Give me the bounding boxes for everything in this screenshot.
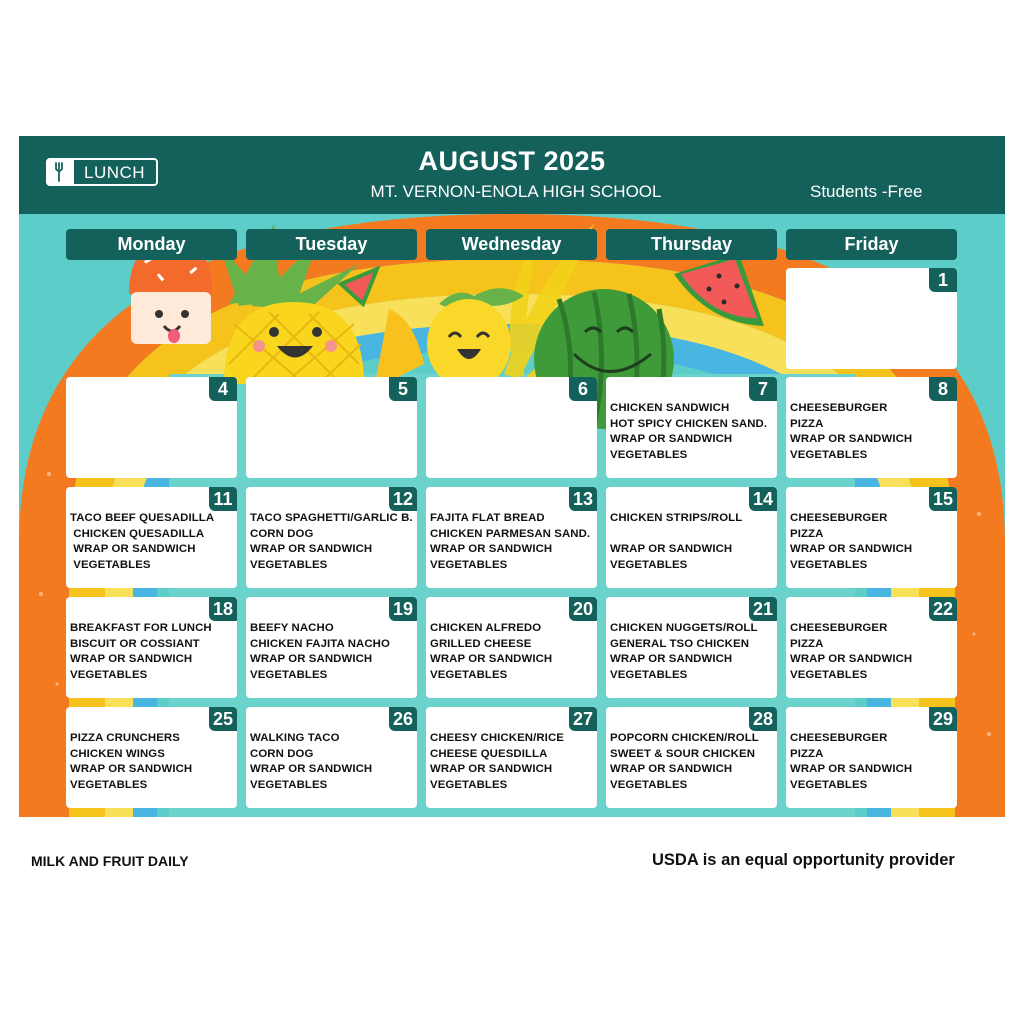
menu-item: WRAP OR SANDWICH <box>70 653 193 666</box>
date-number: 13 <box>569 487 597 511</box>
date-number: 14 <box>749 487 777 511</box>
menu-item: VEGETABLES <box>70 778 148 791</box>
menu-list <box>70 731 235 793</box>
menu-item: VEGETABLES <box>610 558 688 571</box>
date-number: 21 <box>749 597 777 621</box>
menu-item: CHEESEBURGER <box>790 732 888 744</box>
date-number: 7 <box>749 377 777 401</box>
menu-list <box>250 731 415 793</box>
menu-item: VEGETABLES <box>70 558 151 571</box>
day-cell-tuesday <box>246 597 417 698</box>
menu-list <box>610 621 775 683</box>
menu-item: PIZZA <box>790 417 824 430</box>
date-number: 5 <box>389 377 417 401</box>
day-cell-friday <box>786 268 957 369</box>
date-number: 29 <box>929 707 957 731</box>
menu-item: PIZZA <box>790 527 824 540</box>
day-cell-monday <box>66 597 237 698</box>
calendar-header <box>19 136 1005 214</box>
day-cell-wednesday <box>426 377 597 478</box>
footer-milk-note: MILK AND FRUIT DAILY <box>31 853 189 869</box>
menu-item: BISCUIT OR COSSIANT <box>70 637 200 650</box>
menu-item: PIZZA CRUNCHERS <box>70 732 180 744</box>
menu-item: CHICKEN NUGGETS/ROLL <box>610 622 758 634</box>
menu-item: VEGETABLES <box>430 558 508 571</box>
day-header-thursday: Thursday <box>606 229 777 260</box>
menu-item: WRAP OR SANDWICH <box>70 543 196 556</box>
day-cell-monday <box>66 377 237 478</box>
menu-item: CHEESEBURGER <box>790 402 888 414</box>
menu-list <box>430 621 595 683</box>
menu-item: WRAP OR SANDWICH <box>250 653 373 666</box>
menu-item: CHICKEN SANDWICH <box>610 402 730 414</box>
menu-item: VEGETABLES <box>430 778 508 791</box>
date-number: 1 <box>929 268 957 292</box>
day-header-friday: Friday <box>786 229 957 260</box>
menu-item: PIZZA <box>790 637 824 650</box>
menu-item: FAJITA FLAT BREAD <box>430 512 545 524</box>
menu-item: WRAP OR SANDWICH <box>790 543 913 556</box>
menu-item: WALKING TACO <box>250 732 340 744</box>
menu-item: WRAP OR SANDWICH <box>610 433 733 446</box>
date-number: 11 <box>209 487 237 511</box>
menu-list <box>790 511 955 573</box>
menu-item: WRAP OR SANDWICH <box>250 763 373 776</box>
menu-item: WRAP OR SANDWICH <box>430 763 553 776</box>
menu-item: CHICKEN STRIPS/ROLL <box>610 512 743 524</box>
menu-list <box>610 511 775 573</box>
menu-item <box>610 527 775 543</box>
menu-item: CHEESEBURGER <box>790 622 888 634</box>
menu-item: BEEFY NACHO <box>250 622 334 634</box>
menu-item: WRAP OR SANDWICH <box>790 763 913 776</box>
menu-item: VEGETABLES <box>610 448 688 461</box>
date-number: 6 <box>569 377 597 401</box>
menu-item: VEGETABLES <box>250 778 328 791</box>
menu-list <box>70 621 235 683</box>
menu-item: CORN DOG <box>250 527 314 540</box>
menu-item: CHICKEN WINGS <box>70 747 165 760</box>
day-cell-thursday <box>606 487 777 588</box>
menu-item: WRAP OR SANDWICH <box>430 543 553 556</box>
price-note: Students -Free <box>810 182 923 201</box>
menu-list <box>610 731 775 793</box>
menu-item: SWEET & SOUR CHICKEN <box>610 747 756 760</box>
menu-item: VEGETABLES <box>790 668 868 681</box>
school-name: MT. VERNON-ENOLA HIGH SCHOOL <box>370 182 662 201</box>
date-number: 20 <box>569 597 597 621</box>
menu-item: CORN DOG <box>250 747 314 760</box>
date-number: 8 <box>929 377 957 401</box>
menu-list <box>790 401 955 463</box>
menu-item: CHICKEN QUESADILLA <box>70 527 205 540</box>
day-cell-wednesday <box>426 487 597 588</box>
date-number: 27 <box>569 707 597 731</box>
day-header-tuesday: Tuesday <box>246 229 417 260</box>
day-cell-friday <box>786 487 957 588</box>
menu-list <box>790 731 955 793</box>
day-cell-friday <box>786 377 957 478</box>
menu-item: CHEESY CHICKEN/RICE <box>430 732 564 744</box>
menu-item: WRAP OR SANDWICH <box>610 543 733 556</box>
date-number: 15 <box>929 487 957 511</box>
menu-item: GRILLED CHEESE <box>430 637 532 650</box>
date-number: 4 <box>209 377 237 401</box>
menu-list <box>790 621 955 683</box>
lemon-illustration <box>427 299 511 389</box>
menu-item: VEGETABLES <box>790 778 868 791</box>
menu-item: VEGETABLES <box>610 778 688 791</box>
menu-list <box>430 731 595 793</box>
date-number: 28 <box>749 707 777 731</box>
menu-item: HOT SPICY CHICKEN SAND. <box>610 417 768 430</box>
menu-item: CHICKEN ALFREDO <box>430 622 542 634</box>
menu-item: CHICKEN PARMESAN SAND. <box>430 527 591 540</box>
calendar-sheet <box>19 136 1005 817</box>
day-cell-friday <box>786 597 957 698</box>
day-cell-thursday <box>606 377 777 478</box>
menu-item: VEGETABLES <box>430 668 508 681</box>
menu-item: TACO SPAGHETTI/GARLIC B. <box>250 512 413 524</box>
menu-item: WRAP OR SANDWICH <box>610 763 733 776</box>
date-number: 19 <box>389 597 417 621</box>
menu-item: WRAP OR SANDWICH <box>790 653 913 666</box>
menu-list <box>430 511 595 573</box>
menu-item: PIZZA <box>790 747 824 760</box>
menu-item: VEGETABLES <box>790 448 868 461</box>
day-header-monday: Monday <box>66 229 237 260</box>
menu-item: BREAKFAST FOR LUNCH <box>70 622 212 634</box>
menu-item: CHEESE QUESDILLA <box>430 747 548 760</box>
menu-item: VEGETABLES <box>70 668 148 681</box>
day-cell-tuesday <box>246 707 417 808</box>
date-number: 18 <box>209 597 237 621</box>
day-header-wednesday: Wednesday <box>426 229 597 260</box>
day-cell-thursday <box>606 707 777 808</box>
menu-item: GENERAL TSO CHICKEN <box>610 637 750 650</box>
menu-item: CHEESEBURGER <box>790 512 888 524</box>
day-cell-monday <box>66 487 237 588</box>
day-cell-tuesday <box>246 487 417 588</box>
menu-item: WRAP OR SANDWICH <box>430 653 553 666</box>
menu-list <box>70 511 235 573</box>
date-number: 22 <box>929 597 957 621</box>
lunch-logo-label: LUNCH <box>84 163 146 182</box>
menu-item: VEGETABLES <box>790 558 868 571</box>
day-cell-wednesday <box>426 707 597 808</box>
menu-list <box>250 511 415 573</box>
day-cell-thursday <box>606 597 777 698</box>
page-title: AUGUST 2025 <box>418 146 606 176</box>
menu-list <box>610 401 775 463</box>
menu-item: WRAP OR SANDWICH <box>790 433 913 446</box>
menu-item: VEGETABLES <box>250 558 328 571</box>
date-number: 25 <box>209 707 237 731</box>
menu-list <box>250 621 415 683</box>
menu-item: CHICKEN FAJITA NACHO <box>250 637 390 650</box>
day-cell-monday <box>66 707 237 808</box>
menu-item: WRAP OR SANDWICH <box>250 543 373 556</box>
date-number: 12 <box>389 487 417 511</box>
day-cell-tuesday <box>246 377 417 478</box>
menu-item: WRAP OR SANDWICH <box>70 763 193 776</box>
day-cell-friday <box>786 707 957 808</box>
menu-item: TACO BEEF QUESADILLA <box>70 512 215 524</box>
menu-item: POPCORN CHICKEN/ROLL <box>610 732 759 744</box>
menu-item: WRAP OR SANDWICH <box>610 653 733 666</box>
date-number: 26 <box>389 707 417 731</box>
menu-item: VEGETABLES <box>250 668 328 681</box>
footer-usda-note: USDA is an equal opportunity provider <box>652 851 955 869</box>
day-cell-wednesday <box>426 597 597 698</box>
menu-item: VEGETABLES <box>610 668 688 681</box>
